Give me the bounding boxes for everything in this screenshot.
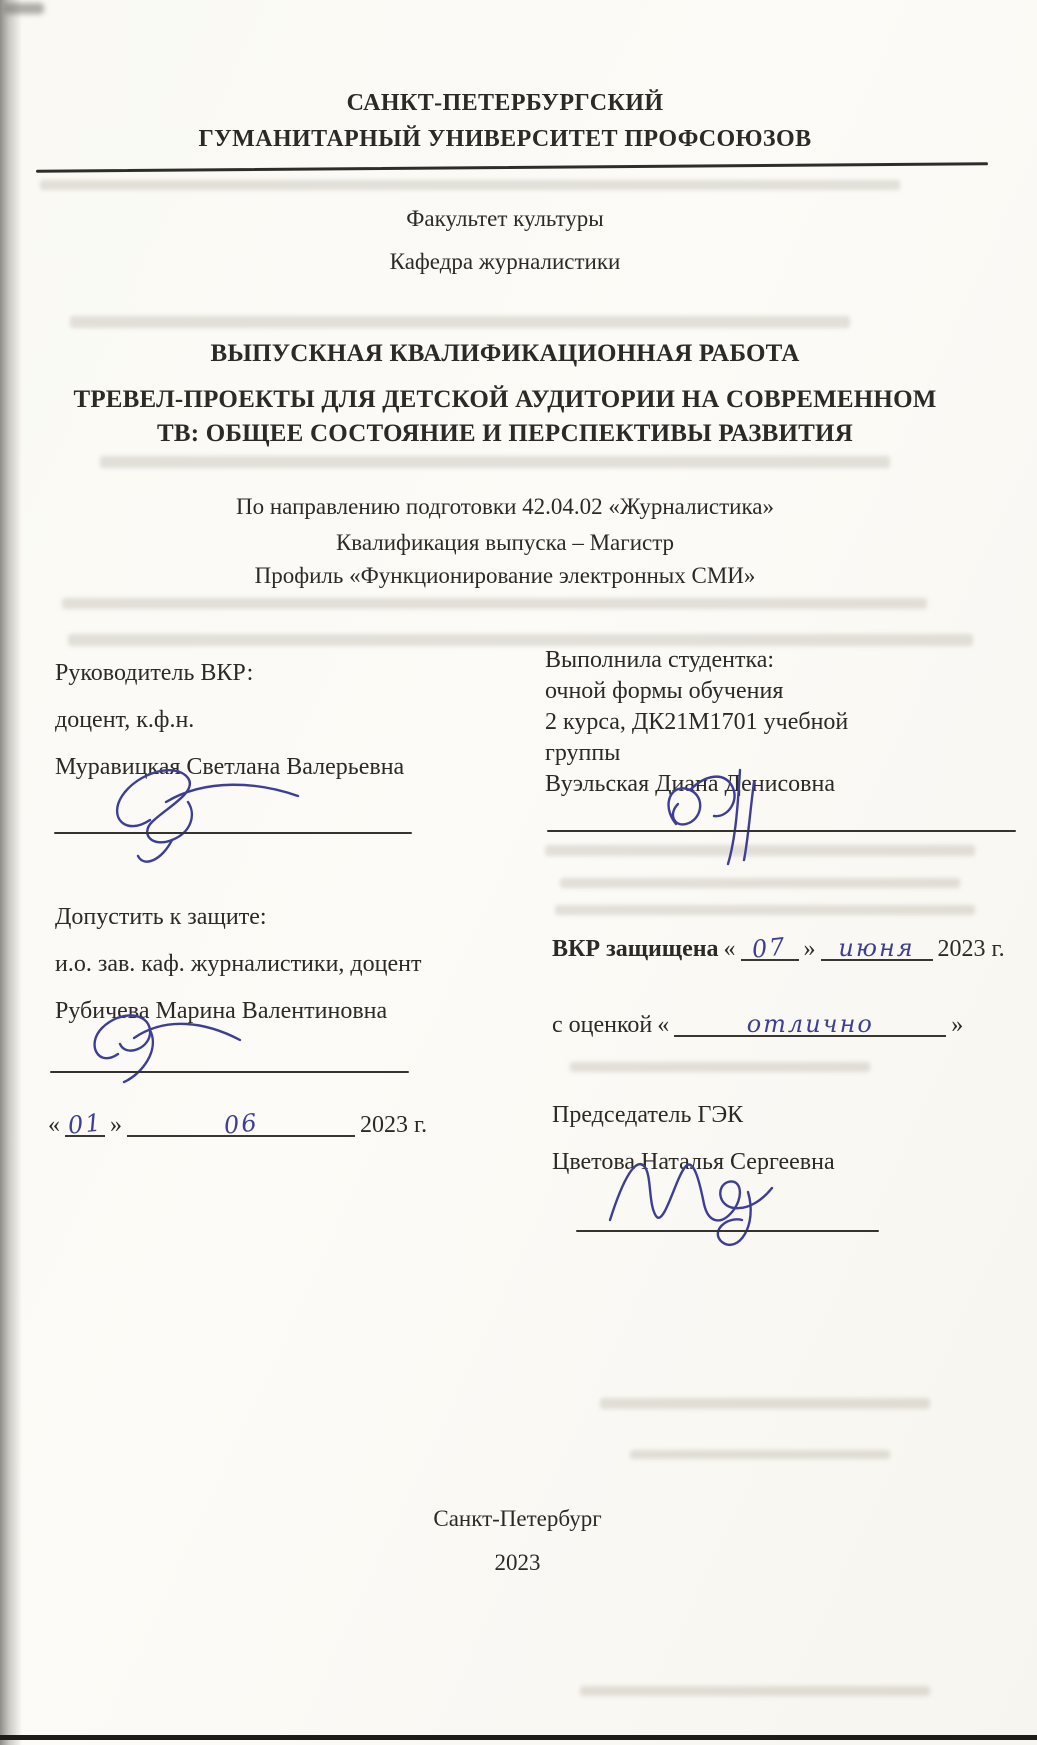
supervisor-signature bbox=[100, 760, 310, 878]
admission-label: Допустить к защите: bbox=[55, 904, 267, 930]
university-name-line1: САНКТ-ПЕТЕРБУРГСКИЙ bbox=[346, 90, 664, 116]
student-detail-1: очной формы обучения bbox=[545, 678, 784, 704]
chair-label: Председатель ГЭК bbox=[552, 1102, 744, 1128]
grade-handwritten: отлично bbox=[746, 1010, 874, 1038]
open-quote: « bbox=[48, 1112, 60, 1138]
admission-day-handwritten: 01 bbox=[66, 1108, 104, 1140]
thesis-title-line1: ТРЕВЕЛ-ПРОЕКТЫ ДЛЯ ДЕТСКОЙ АУДИТОРИИ НА СОВРЕМЕННОМ bbox=[73, 386, 937, 413]
department-name: Кафедра журналистики bbox=[389, 249, 621, 274]
admission-name: Рубичева Марина Валентиновна bbox=[55, 998, 388, 1024]
close-quote: » bbox=[110, 1112, 122, 1138]
supervisor-position: доцент, к.ф.н. bbox=[55, 707, 195, 733]
work-type-heading: ВЫПУСКНАЯ КВАЛИФИКАЦИОННАЯ РАБОТА bbox=[210, 340, 800, 367]
department-head-signature bbox=[80, 1002, 255, 1088]
bleed-through-text bbox=[560, 878, 960, 888]
student-name: Вуэльская Диана Денисовна bbox=[545, 771, 835, 797]
supervisor-label: Руководитель ВКР: bbox=[55, 660, 254, 686]
bleed-through-text bbox=[570, 1062, 870, 1072]
scan-corner-smudge bbox=[4, 3, 44, 14]
bleed-through-text bbox=[62, 598, 927, 609]
header-rule bbox=[36, 162, 988, 172]
department-head-signature-line bbox=[50, 1071, 409, 1073]
open-quote: « bbox=[657, 1012, 670, 1038]
defense-label: ВКР защищена bbox=[552, 936, 719, 962]
defense-date-row bbox=[552, 932, 1005, 964]
program-direction: По направлению подготовки 42.04.02 «Журналистика» bbox=[236, 494, 774, 519]
footer-year: 2023 bbox=[494, 1550, 541, 1575]
bleed-through-text bbox=[630, 1450, 890, 1459]
close-quote: » bbox=[951, 1012, 964, 1038]
chair-name: Цветова Наталья Сергеевна bbox=[552, 1149, 835, 1175]
bleed-through-text bbox=[600, 1398, 930, 1409]
bleed-through-text bbox=[40, 180, 900, 190]
grade-label: с оценкой bbox=[552, 1012, 653, 1038]
supervisor-name: Муравицкая Светлана Валерьевна bbox=[55, 754, 405, 780]
grade-row bbox=[552, 1012, 963, 1039]
defense-month-handwritten: июня bbox=[838, 934, 915, 962]
university-name-line2: ГУМАНИТАРНЫЙ УНИВЕРСИТЕТ ПРОФСОЮЗОВ bbox=[198, 126, 812, 152]
chair-signature bbox=[592, 1142, 842, 1257]
student-signature-line bbox=[547, 830, 1016, 832]
admission-date-row bbox=[48, 1108, 428, 1140]
student-signature bbox=[648, 752, 798, 867]
bleed-through-text bbox=[555, 905, 975, 915]
admission-year: 2023 г. bbox=[360, 1112, 428, 1138]
student-label: Выполнила студентка: bbox=[545, 647, 775, 673]
bleed-through-text bbox=[70, 316, 850, 328]
scan-bottom-edge bbox=[0, 1735, 1037, 1740]
program-profile: Профиль «Функционирование электронных СМИ» bbox=[254, 563, 756, 588]
chair-signature-line bbox=[576, 1230, 879, 1232]
bleed-through-text bbox=[580, 1686, 930, 1696]
admission-month-handwritten: 06 bbox=[222, 1108, 260, 1140]
admission-position: и.о. зав. каф. журналистики, доцент bbox=[55, 951, 422, 977]
faculty-name: Факультет культуры bbox=[406, 206, 604, 231]
program-qualification: Квалификация выпуска – Магистр bbox=[335, 530, 675, 555]
defense-year: 2023 г. bbox=[937, 936, 1005, 962]
thesis-title-line2: ТВ: ОБЩЕЕ СОСТОЯНИЕ И ПЕРСПЕКТИВЫ РАЗВИТИЯ bbox=[157, 420, 853, 447]
open-quote: « bbox=[723, 936, 736, 962]
bleed-through-text bbox=[100, 456, 890, 468]
student-detail-3: группы bbox=[545, 740, 621, 766]
close-quote: » bbox=[803, 936, 816, 962]
supervisor-signature-line bbox=[54, 832, 412, 834]
footer-city: Санкт-Петербург bbox=[433, 1506, 602, 1531]
student-detail-2: 2 курса, ДК21М1701 учебной bbox=[545, 709, 849, 735]
defense-day-handwritten: 07 bbox=[750, 932, 789, 964]
